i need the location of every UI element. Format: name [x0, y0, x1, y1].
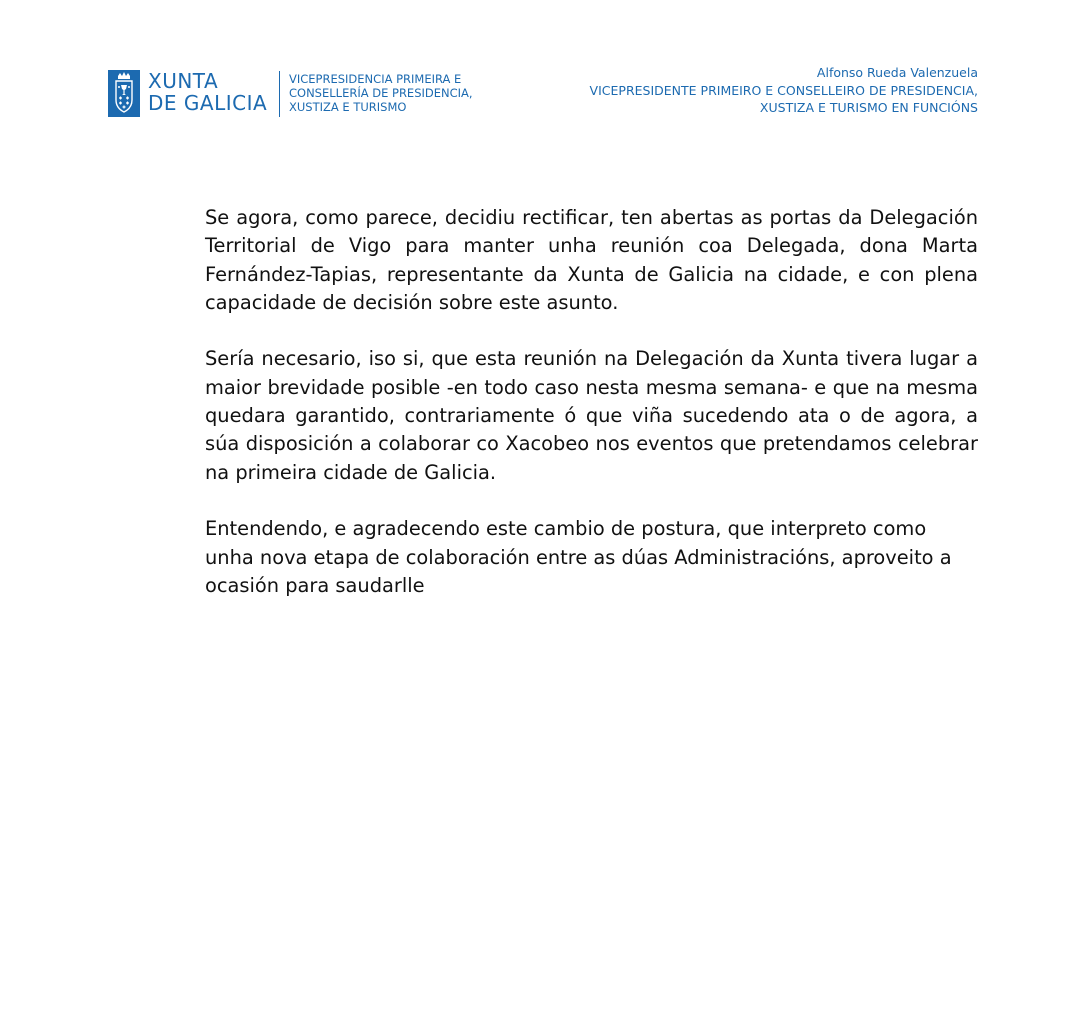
- signer-info: [590, 64, 978, 117]
- logo-line-2: DE GALICIA: [148, 91, 268, 115]
- letterhead: [0, 0, 1080, 130]
- department-line-1: VICEPRESIDENCIA PRIMEIRA E: [289, 72, 462, 86]
- letter-body: [205, 204, 978, 628]
- galicia-coat-of-arms-icon: [108, 70, 140, 117]
- signer-title-line-1: VICEPRESIDENTE PRIMEIRO E CONSELLEIRO DE PRESIDENCIA,: [589, 82, 978, 98]
- body-paragraph-1: Se agora, como parece, decidiu rectificar, ten abertas as portas da Delegación Territorial de Vigo para manter unha reunión coa Delegada, dona Marta Fernández-Tapias, representante da Xunta de Galicia na cidade, e con plena capacidade de decisión sobre este asunto.: [205, 206, 978, 314]
- body-paragraph-3: Entendendo, e agradecendo este cambio de postura, que interpreto como unha nova etapa de colaboración entre as dúas Administracións, aproveito a ocasión para saudarlle: [205, 517, 952, 597]
- signer-title-line-2: XUSTIZA E TURISMO EN FUNCIÓNS: [759, 100, 978, 115]
- logo-line-1: XUNTA: [148, 69, 219, 93]
- department-line-3: XUSTIZA E TURISMO: [289, 100, 407, 114]
- body-paragraph-2: Sería necesario, iso si, que esta reunión na Delegación da Xunta tivera lugar a maior brevidade posible -en todo caso nesta mesma semana- e que na mesma quedara garantido, contrariamente ó que viña sucedendo ata o de agora, a súa disposición a colaborar co Xacobeo nos eventos que pretendamos celebrar na primeira cidade de Galicia.: [205, 347, 978, 484]
- department-line-2: CONSELLERÍA DE PRESIDENCIA,: [289, 86, 473, 100]
- signer-name: Alfonso Rueda Valenzuela: [816, 65, 978, 80]
- department-name: [289, 72, 473, 114]
- logo-divider: [279, 71, 280, 117]
- xunta-logo-wordmark: [148, 70, 267, 114]
